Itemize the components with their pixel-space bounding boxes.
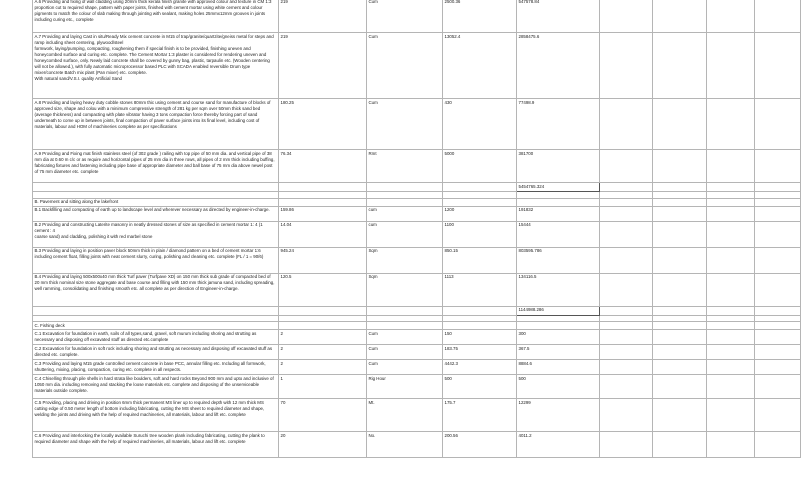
empty-cell[interactable] bbox=[600, 322, 653, 330]
empty-cell[interactable] bbox=[707, 198, 755, 206]
item-amount[interactable]: 12299 bbox=[517, 399, 600, 432]
empty-cell[interactable] bbox=[755, 399, 801, 432]
empty-cell[interactable] bbox=[600, 345, 653, 360]
item-description[interactable]: B.4 Providing and laying 500x500x40 mm thick Turf paver (Turfpave XD) on 150 mm thick sub grade of compacted bed of 20 mm thick nominal size stone aggregate and base course and filling with 150 mm thick jamuna sand, including spreading, well ramming, consolidating and finishing smooth etc. all complete as per direction of Engineer-in-charge. bbox=[33, 273, 279, 306]
empty-cell[interactable] bbox=[755, 221, 801, 247]
item-quantity[interactable]: 159.86 bbox=[279, 206, 367, 221]
item-amount[interactable]: 77498.9 bbox=[517, 99, 600, 150]
empty-cell[interactable] bbox=[755, 0, 801, 33]
table-row bbox=[33, 330, 801, 345]
item-unit[interactable]: Cum bbox=[367, 0, 443, 33]
empty-cell[interactable] bbox=[279, 306, 367, 315]
item-rate[interactable]: 500 bbox=[443, 375, 517, 399]
empty-cell[interactable] bbox=[653, 306, 707, 315]
empty-cell[interactable] bbox=[653, 33, 707, 99]
empty-cell[interactable] bbox=[653, 0, 707, 33]
item-quantity[interactable]: 70 bbox=[279, 399, 367, 432]
item-unit[interactable]: cum bbox=[367, 221, 443, 247]
item-rate[interactable]: 175.7 bbox=[443, 399, 517, 432]
empty-cell[interactable] bbox=[707, 345, 755, 360]
item-quantity[interactable]: 945.24 bbox=[279, 247, 367, 273]
empty-cell[interactable] bbox=[600, 198, 653, 206]
empty-cell[interactable] bbox=[279, 322, 367, 330]
item-unit[interactable]: Cum bbox=[367, 345, 443, 360]
item-description[interactable]: A.8 Providing and laying heavy duty cobble stones 80mm thic using cement and course sand for manufacture of blocks of approved size, shape and colou with a minimum compressive strength of 281 kg per sqm over 50mm thick sand bed (average thickness) and compacting with plate vibrator having 3 tons compaction force thereby forcing part of sand underneath to come up in between joints, final compaction of paver surface joints into its final level, including cost of materials, labour and HOM of machineries complete as per specifications bbox=[33, 99, 279, 150]
item-description[interactable]: C.2 Excavation for foundation in soft rock including shoring and strutting as necessary and disposing off excavated stuff as directed etc. complete. bbox=[33, 345, 279, 360]
item-quantity[interactable]: 120.5 bbox=[279, 273, 367, 306]
item-quantity[interactable]: 20 bbox=[279, 432, 367, 458]
empty-cell[interactable] bbox=[755, 206, 801, 221]
item-quantity[interactable]: 2 bbox=[279, 360, 367, 375]
item-amount[interactable]: 381700 bbox=[517, 150, 600, 183]
item-rate[interactable]: 430 bbox=[443, 99, 517, 150]
empty-cell[interactable] bbox=[443, 306, 517, 315]
empty-cell[interactable] bbox=[653, 99, 707, 150]
empty-cell[interactable] bbox=[755, 360, 801, 375]
table-row bbox=[33, 399, 801, 432]
subtotal-row bbox=[33, 306, 801, 315]
empty-cell[interactable] bbox=[707, 432, 755, 458]
empty-cell[interactable] bbox=[755, 150, 801, 183]
item-unit[interactable]: Cum bbox=[367, 360, 443, 375]
table-row bbox=[33, 0, 801, 33]
section-title[interactable]: C. Fishing deck bbox=[33, 322, 279, 330]
item-description[interactable]: C.5 Providing, placing and driving in position 6mm thick permanent MS liner up to required depth with 12 mm thick MS cutting edge of 0.50 meter length of bottom including fabricating, cutting the MS sheet to required diameter and shape, welding the joints and driving with the help of required machineries, all materials, labour and lift etc. complete bbox=[33, 399, 279, 432]
item-unit[interactable]: Rig Hour bbox=[367, 375, 443, 399]
item-rate[interactable]: 1100 bbox=[443, 221, 517, 247]
empty-cell[interactable] bbox=[707, 375, 755, 399]
empty-cell[interactable] bbox=[443, 198, 517, 206]
item-description[interactable]: B.3 Providing and laying in position paver block 50mm thick in plain / diamond pattern on a bed of cement mortar 1:6 including cement float, filling joints with neat cement slurry, curing, polishing and cleaning etc. complete (FL / 1 = 90/6) bbox=[33, 247, 279, 273]
empty-cell[interactable] bbox=[755, 99, 801, 150]
item-unit[interactable]: Cum bbox=[367, 99, 443, 150]
empty-cell[interactable] bbox=[755, 345, 801, 360]
item-rate[interactable]: 13052.4 bbox=[443, 33, 517, 99]
empty-cell[interactable] bbox=[707, 0, 755, 33]
empty-cell[interactable] bbox=[653, 432, 707, 458]
empty-cell[interactable] bbox=[600, 432, 653, 458]
item-amount[interactable]: 8884.6 bbox=[517, 360, 600, 375]
empty-cell[interactable] bbox=[600, 399, 653, 432]
empty-cell[interactable] bbox=[600, 375, 653, 399]
item-description[interactable]: C.3 Providing and laying M15 grade controlled cement concrete in base PCC, annular filling etc. Including all formwork, shuttering, mixing, placing, compaction, curing etc. complete in all respects. bbox=[33, 360, 279, 375]
item-amount[interactable]: 15444 bbox=[517, 221, 600, 247]
item-unit[interactable]: No. bbox=[367, 432, 443, 458]
item-unit[interactable]: Sqm bbox=[367, 247, 443, 273]
empty-cell[interactable] bbox=[600, 306, 653, 315]
item-rate[interactable]: 200.56 bbox=[443, 432, 517, 458]
empty-cell[interactable] bbox=[755, 247, 801, 273]
item-amount[interactable]: 803595.786 bbox=[517, 247, 600, 273]
empty-cell[interactable] bbox=[600, 183, 653, 192]
empty-cell[interactable] bbox=[653, 322, 707, 330]
empty-cell[interactable] bbox=[707, 150, 755, 183]
empty-cell[interactable] bbox=[367, 183, 443, 192]
empty-cell[interactable] bbox=[755, 273, 801, 306]
item-quantity[interactable]: 2 bbox=[279, 330, 367, 345]
section-title[interactable]: B. Pavement and sitting along the lakefront bbox=[33, 198, 279, 206]
empty-cell[interactable] bbox=[707, 221, 755, 247]
table-row bbox=[33, 206, 801, 221]
empty-cell[interactable] bbox=[600, 247, 653, 273]
empty-cell[interactable] bbox=[443, 183, 517, 192]
empty-cell[interactable] bbox=[367, 198, 443, 206]
item-unit[interactable]: Sqm bbox=[367, 273, 443, 306]
item-quantity[interactable]: 76.34 bbox=[279, 150, 367, 183]
empty-cell[interactable] bbox=[279, 198, 367, 206]
section-header-row bbox=[33, 322, 801, 330]
empty-cell[interactable] bbox=[707, 206, 755, 221]
table-row bbox=[33, 150, 801, 183]
empty-cell[interactable] bbox=[707, 360, 755, 375]
item-description[interactable]: C.6 Providing and interlocking the locally available Suruchi tree wooden plank including fabricating, cutting the plank to required diameter and shape with the help of required machineries, all materials, labour and lift etc. complete bbox=[33, 432, 279, 458]
empty-cell[interactable] bbox=[755, 375, 801, 399]
empty-cell[interactable] bbox=[600, 99, 653, 150]
empty-cell[interactable] bbox=[600, 273, 653, 306]
item-unit[interactable]: Cum bbox=[367, 330, 443, 345]
empty-cell[interactable] bbox=[33, 183, 279, 192]
empty-cell[interactable] bbox=[755, 322, 801, 330]
table-row bbox=[33, 360, 801, 375]
table-row bbox=[33, 33, 801, 99]
empty-cell[interactable] bbox=[600, 206, 653, 221]
empty-cell[interactable] bbox=[653, 183, 707, 192]
empty-cell[interactable] bbox=[707, 99, 755, 150]
empty-cell[interactable] bbox=[707, 247, 755, 273]
empty-cell[interactable] bbox=[653, 198, 707, 206]
subtotal-amount[interactable]: 1144988.286 bbox=[517, 306, 600, 315]
table-row bbox=[33, 273, 801, 306]
item-rate[interactable]: 2500.36 bbox=[443, 0, 517, 33]
empty-cell[interactable] bbox=[755, 432, 801, 458]
boq-table bbox=[32, 0, 801, 458]
item-unit[interactable]: Rmt bbox=[367, 150, 443, 183]
empty-cell[interactable] bbox=[653, 206, 707, 221]
item-description[interactable]: C.4 Chiselling through pile shells in hard strata like boulders, soft and hard rocks Beyond 900 mm and upto and inclusive of 1050 mm dia. including removing and stacking the loose materials etc. complete and disposing of the unserviceable materials outside complete. bbox=[33, 375, 279, 399]
empty-cell[interactable] bbox=[653, 345, 707, 360]
item-unit[interactable]: cum bbox=[367, 206, 443, 221]
empty-cell[interactable] bbox=[600, 330, 653, 345]
empty-cell[interactable] bbox=[600, 360, 653, 375]
item-quantity[interactable]: 1 bbox=[279, 375, 367, 399]
table-row bbox=[33, 432, 801, 458]
section-header-row bbox=[33, 198, 801, 206]
empty-cell[interactable] bbox=[517, 322, 600, 330]
table-row bbox=[33, 247, 801, 273]
item-rate[interactable]: 1200 bbox=[443, 206, 517, 221]
empty-cell[interactable] bbox=[707, 322, 755, 330]
empty-cell[interactable] bbox=[367, 322, 443, 330]
item-description[interactable]: B.2 Providing and constructing Laterite masonry in neatly dressed stones of size as specified in cement mortar 1: 4 (1 cement : 4 coarse sand) and cladding, polishing it with red marbel stone bbox=[33, 221, 279, 247]
item-amount[interactable]: 2858475.6 bbox=[517, 33, 600, 99]
empty-cell[interactable] bbox=[707, 273, 755, 306]
empty-cell[interactable] bbox=[600, 33, 653, 99]
empty-cell[interactable] bbox=[707, 399, 755, 432]
item-rate[interactable]: 1113 bbox=[443, 273, 517, 306]
empty-cell[interactable] bbox=[653, 399, 707, 432]
item-amount[interactable]: 191832 bbox=[517, 206, 600, 221]
table-row bbox=[33, 221, 801, 247]
empty-cell[interactable] bbox=[33, 306, 279, 315]
item-quantity[interactable]: 14.04 bbox=[279, 221, 367, 247]
empty-cell[interactable] bbox=[755, 198, 801, 206]
empty-cell[interactable] bbox=[279, 183, 367, 192]
empty-cell[interactable] bbox=[517, 198, 600, 206]
item-quantity[interactable]: 219 bbox=[279, 0, 367, 33]
empty-cell[interactable] bbox=[755, 33, 801, 99]
empty-cell[interactable] bbox=[600, 150, 653, 183]
table-row bbox=[33, 375, 801, 399]
item-rate[interactable]: 4442.3 bbox=[443, 360, 517, 375]
empty-cell[interactable] bbox=[755, 306, 801, 315]
empty-cell[interactable] bbox=[755, 183, 801, 192]
item-description[interactable]: A.9 Providing and Fixing mat finish stainless steel (of 302 grade ) railing with top pipe of 50 mm dia. and vertical pipe of 38 mm dia at 0.60 m c/c or as require and horizontal pipes of 25 mm dia in three rows, all pipes of 2 mm thick including buffing, fabricating fixtures and fastening including pipe base of appropriate diameter and ball base of 75 mm dia above newel post of 75 mm diameter etc. complete bbox=[33, 150, 279, 183]
subtotal-row bbox=[33, 183, 801, 192]
empty-cell[interactable] bbox=[707, 183, 755, 192]
item-description[interactable]: A.6 Providing and fixing of wall cladding using 20mm thick kerala finish granite with approved colour and texture in CM 1:3 proportion cut to required shape, pattern with paper joints, finished with cement mortar using white cement and colour pigments to match the colour of slab making through jointing with sealant, making holes 25mmx12mm grooves in joints including curing etc., complete bbox=[33, 0, 279, 33]
empty-cell[interactable] bbox=[367, 306, 443, 315]
item-quantity[interactable]: 219 bbox=[279, 33, 367, 99]
empty-cell[interactable] bbox=[653, 273, 707, 306]
subtotal-amount[interactable]: 5454765.324 bbox=[517, 183, 600, 192]
empty-cell[interactable] bbox=[653, 221, 707, 247]
table-row bbox=[33, 99, 801, 150]
empty-cell[interactable] bbox=[443, 322, 517, 330]
item-rate[interactable]: 5000 bbox=[443, 150, 517, 183]
table-row bbox=[33, 345, 801, 360]
empty-cell[interactable] bbox=[653, 375, 707, 399]
empty-cell[interactable] bbox=[653, 150, 707, 183]
item-quantity[interactable]: 180.25 bbox=[279, 99, 367, 150]
item-amount[interactable]: 500 bbox=[517, 375, 600, 399]
empty-cell[interactable] bbox=[707, 306, 755, 315]
empty-cell[interactable] bbox=[653, 360, 707, 375]
empty-cell[interactable] bbox=[600, 221, 653, 247]
item-amount[interactable]: 134116.5 bbox=[517, 273, 600, 306]
empty-cell[interactable] bbox=[653, 330, 707, 345]
item-rate[interactable]: 850.15 bbox=[443, 247, 517, 273]
empty-cell[interactable] bbox=[755, 330, 801, 345]
item-amount[interactable]: 547578.84 bbox=[517, 0, 600, 33]
item-description[interactable]: B.1 Backfilling and compacting of earth up to landscape level and wherever necessary as directed by engineer-in-charge. bbox=[33, 206, 279, 221]
item-amount[interactable]: 300 bbox=[517, 330, 600, 345]
empty-cell[interactable] bbox=[707, 33, 755, 99]
item-unit[interactable]: Cum bbox=[367, 33, 443, 99]
empty-cell[interactable] bbox=[600, 0, 653, 33]
item-unit[interactable]: Mt. bbox=[367, 399, 443, 432]
item-rate[interactable]: 150 bbox=[443, 330, 517, 345]
item-description[interactable]: C.1 Excavation for foundation in earth, soils of all types,sand, gravel, soft murum including shoring and strutting as necessary and disposing off excavated stuff as directed etc.complete bbox=[33, 330, 279, 345]
empty-cell[interactable] bbox=[707, 330, 755, 345]
item-rate[interactable]: 183.75 bbox=[443, 345, 517, 360]
item-quantity[interactable]: 2 bbox=[279, 345, 367, 360]
item-amount[interactable]: 367.5 bbox=[517, 345, 600, 360]
empty-cell[interactable] bbox=[653, 247, 707, 273]
item-amount[interactable]: 4011.2 bbox=[517, 432, 600, 458]
item-description[interactable]: A.7 Providing and laying Cast in situ/Ready Mix cement concrete in M15 of trap/granite/quartzite/gneiss metal for steps and ramp including sheet centering, plywood/steel formwork, laying/pumping, compacting, roughening them if special finish is to be provided, finishing uneven and honeycombed surface and curing etc. complete. The Cement Mortar 1:3 plaster is considered for rendering uneven and honeycombed surface, only. Newly laid concrete shall be covered by gunny bag, plastic, tarpaulin etc. (Wooden centering will not be allowed.), with fully automatic microprocessor based PLC with SCADA enabled reversible Drum type mixer/concrete Batch mix plant (Pan mixer) etc. complete. With natural sand/V.S.I. quality Artificial Sand bbox=[33, 33, 279, 99]
